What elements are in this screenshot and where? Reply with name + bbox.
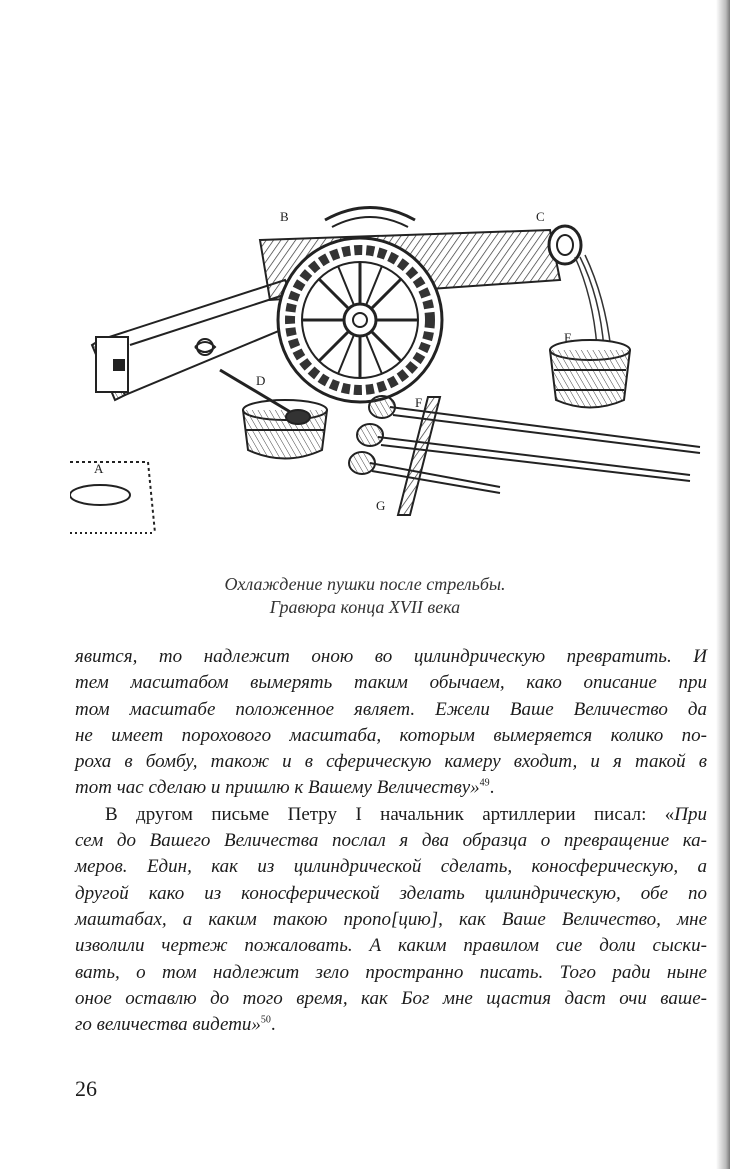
p1-line-2: тем масштабом вымерять таким обычаем, како описание при	[75, 672, 707, 694]
p2-line-6: изволили чертеж пожаловать. А каким правилом сие доли сыски-	[75, 935, 707, 957]
p2-line-1	[75, 802, 707, 828]
label-d: D	[256, 373, 266, 388]
footnote-50: 50	[260, 1014, 271, 1026]
caption-line-2: Гравюра конца XVII века	[269, 597, 461, 617]
water-stream	[575, 255, 611, 350]
label-c: C	[536, 209, 545, 224]
p1-line-6: тот час сделаю и пришлю к Вашему Величеству»$^{49}$.	[75, 777, 495, 799]
label-f: F	[415, 395, 423, 410]
p2-intro: В другом письме Петру I начальник артиллерии писал: «	[105, 803, 675, 825]
caption-line-1: Охлаждение пушки после стрельбы.	[224, 574, 506, 594]
p2-line-9-text: го величества видети»	[75, 1014, 261, 1036]
p2-line-8: оное оставлю до того время, как Бог мне щастия даст очи ваше-	[75, 987, 707, 1009]
label-g: G	[376, 498, 386, 513]
p1-line-3: том масштабе положенное являет. Ежели Ваше Величество да	[75, 698, 707, 720]
label-a: A	[94, 461, 104, 476]
p2-line-4: другой како из коносферической зделать цилиндрическую, обе по	[75, 882, 707, 904]
rammer-rods	[349, 396, 700, 515]
label-e: E	[564, 330, 572, 345]
p1-line-6-text: тот час сделаю и пришлю к Вашему Величеству»	[75, 777, 480, 799]
cannon-engraving-drawing	[70, 185, 710, 545]
body-text	[75, 644, 707, 1038]
p2-line-9	[75, 1012, 707, 1038]
footnote-49: 49	[479, 778, 490, 790]
page-number: 26	[75, 1076, 97, 1101]
p2-end-punct: .	[270, 1014, 276, 1036]
p2-first-quote: При	[674, 803, 707, 825]
p1-line-1: явится, то надлежит оною во цилиндрическую превратить. И	[75, 646, 707, 667]
label-b: B	[280, 209, 289, 224]
p2-line-2: сем до Вашего Величества послал я два образца о превращение ка-	[75, 830, 707, 852]
figure-caption	[0, 573, 730, 619]
p2-line-7: вать, о том надлежит зело пространно писать. Того ради ныне	[75, 961, 707, 983]
tub-a	[70, 462, 155, 533]
p1-line-4: не имеет порохового масштаба, которым вымеряется колико по-	[75, 724, 707, 746]
cannon-wheel	[278, 238, 442, 402]
p2-line-5: маштабах, а каким такою пропо[цию], как Ваше Величество, мне	[75, 908, 707, 930]
cannon-engraving	[70, 185, 710, 545]
p2-line-3: меров. Един, как из цилиндрической сделать, коносферическую, а	[75, 856, 707, 878]
p1-line-5: роха в бомбу, також и в сферическую камеру входит, и я такой в	[75, 751, 707, 773]
bucket-e	[550, 340, 630, 408]
